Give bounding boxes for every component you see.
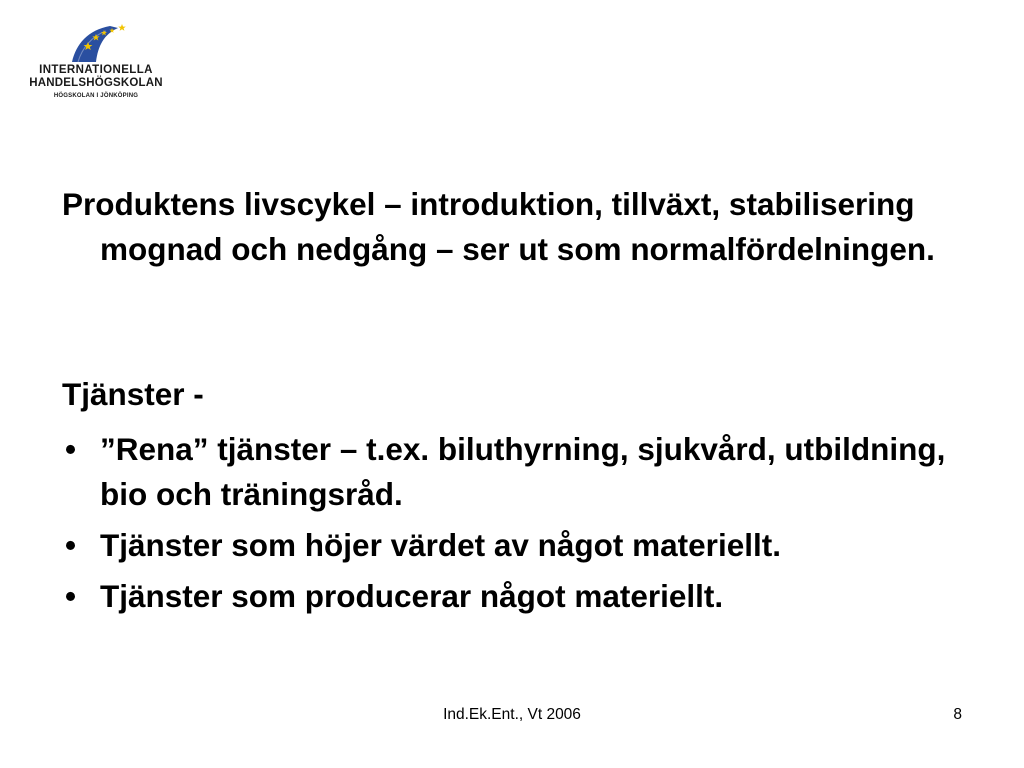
logo-line-3: HÖGSKOLAN I JÖNKÖPING — [53, 93, 139, 99]
page-number: 8 — [953, 706, 962, 723]
bullet-list — [62, 427, 982, 619]
list-item — [62, 574, 982, 619]
logo — [26, 22, 166, 108]
bullet-text: Tjänster som producerar något materiellt. — [100, 578, 724, 614]
logo-emblem-icon — [26, 22, 166, 66]
list-item — [62, 427, 982, 517]
section-heading: Tjänster - — [62, 376, 204, 412]
bullet-text: Tjänster som höjer värdet av något materiellt. — [100, 527, 781, 563]
footer-text: Ind.Ek.Ent., Vt 2006 — [443, 706, 581, 723]
logo-text — [26, 64, 166, 101]
bullet-icon: • — [65, 431, 77, 467]
intro-paragraph: Produktens livscykel – introduktion, tillväxt, stabilisering mognad och nedgång – ser ut som normalfördelningen. — [62, 186, 935, 267]
bullet-text: ”Rena” tjänster – t.ex. biluthyrning, sjukvård, utbildning, bio och träningsråd. — [100, 431, 946, 512]
logo-line-1: INTERNATIONELLA — [39, 64, 153, 76]
logo-line-2: HANDELSHÖGSKOLAN — [29, 77, 163, 89]
list-item — [62, 523, 982, 568]
slide-body — [62, 182, 982, 625]
bullet-icon: • — [65, 578, 77, 614]
bullet-icon: • — [65, 527, 77, 563]
